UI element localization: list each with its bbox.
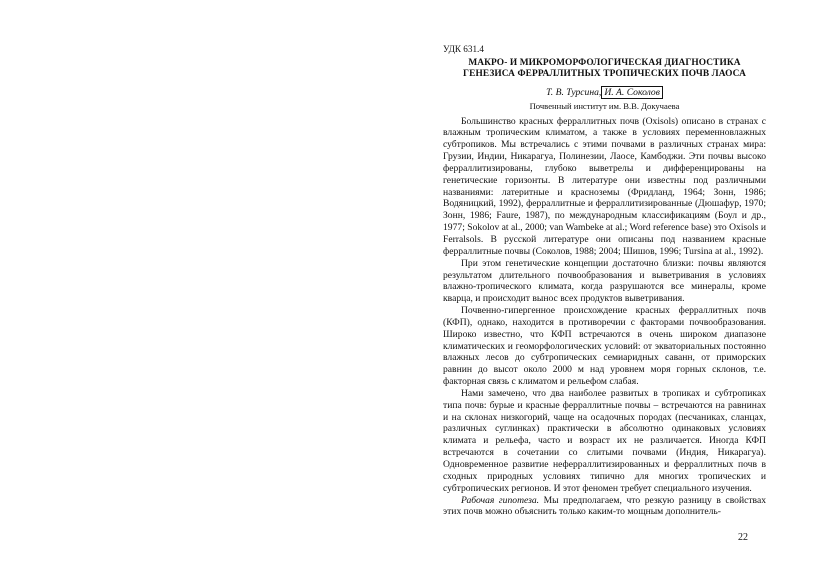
working-hypothesis-label: Рабочая гипотеза. <box>461 494 540 506</box>
article-title <box>443 58 766 81</box>
paragraph-4: Нами замечено, что два наиболее развитых в тропиках и субтропиках типа почв: бурые и красные ферраллитные почвы – встречаются на равнинах и на склонах низкогорий, чаще на осадочных породах (песчаниках, сланцах, различных суглинках) практически в абсолютно одинаковых условиях климата и рельефа, часто и возраст их не различается. Иногда КФП встречаются в сочетании со слитыми почвами (Индия, Никарагуа). Одновременное развитие неферраллитизированных и ферраллитных почв в сходных природных условиях типично для многих тропических и субтропических регионов. И этот феномен требует специального изучения. <box>443 387 766 494</box>
page-number: 22 <box>738 532 748 543</box>
paragraph-2: При этом генетические концепции достаточно близки: почвы являются результатом длительного почвообразования и выветривания в условиях влажно-тропического климата, когда разрушаются все минералы, кроме кварца, и происходит вынос всех продуктов выветривания. <box>443 257 766 305</box>
udk-code: УДК 631.4 <box>443 44 484 54</box>
institution: Почвенный институт им. В.В. Докучаева <box>529 100 680 111</box>
title-line-1: МАКРО- И МИКРОМОРФОЛОГИЧЕСКАЯ ДИАГНОСТИКА <box>468 57 741 68</box>
authors <box>443 87 766 99</box>
paragraph-5-text: Мы предполагаем, что резкую разницу в свойствах этих почв можно объяснить только каким-то мощным дополнитель- <box>443 494 766 518</box>
paragraph-3: Почвенно-гипергенное происхождение красных ферраллитных почв (КФП), однако, находится в противоречии с факторами почвообразования. Широко известно, что КФП встречаются в очень широком диапазоне климатических и геоморфологических условий: от экваториальных постоянно влажных лесов до субтропических семиаридных саванн, от приморских равнин до высот около 2000 м над уровнем моря горных склонов, т.е. факторная связь с климатом и рельефом слабая. <box>443 305 766 388</box>
author-2-boxed: И. А. Соколов <box>601 86 663 99</box>
paragraph-1: Большинство красных ферраллитных почв (Oxisols) описано в странах с влажным тропическим климатом, а также в условиях переменновлажных субтропиков. Мы встречались с этими почвами в различных странах мира: Грузии, Индии, Никарагуа, Полинезии, Лаосе, Камбоджи. Эти почвы высоко ферраллитизированы, глубоко выветрелы и дифференцированы на генетические горизонты. В литературе они известны под различными названиями: латеритные и красноземы (Фридланд, 1964; Зонн, 1986; Водяницкий, 1992), ферраллитные и ферраллитизированные (Дюшафур, 1970; Зонн, 1986; Faure, 1987), по международным классификациям (Боул и др., 1977; Sokolov at al., 2000; van Wambeke at al.; Word reference base) это Oxisols и Ferralsols. В русской литературе они описаны под названием красные ферраллитные почвы (Соколов, 1988; 2004; Шишов, 1996; Tursina at al., 1992). <box>443 115 766 257</box>
paragraph-5 <box>443 495 766 519</box>
article-column <box>443 44 766 518</box>
title-line-2: ГЕНЕЗИСА ФЕРРАЛЛИТНЫХ ТРОПИЧЕСКИХ ПОЧВ ЛАОСА <box>463 69 746 80</box>
author-1: Т. В. Турсина, <box>546 86 602 98</box>
